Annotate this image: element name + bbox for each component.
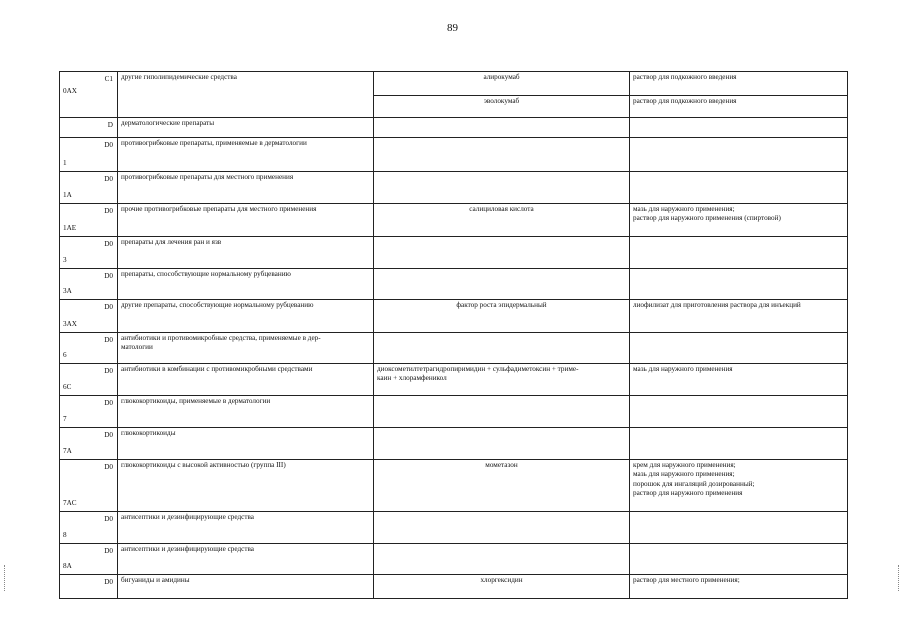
dosage-form bbox=[630, 396, 848, 428]
code-cell bbox=[60, 269, 118, 300]
drug-name bbox=[374, 512, 630, 544]
group-name: другие препараты, способствующие нормальному рубцеванию bbox=[118, 300, 374, 333]
code-cell bbox=[60, 172, 118, 204]
dosage-form bbox=[630, 172, 848, 204]
atc-code: 8 bbox=[63, 530, 67, 539]
group-name: противогрибковые препараты, применяемые в дерматологии bbox=[118, 138, 374, 172]
atc-code: 1 bbox=[63, 158, 67, 167]
table-row bbox=[60, 138, 848, 172]
drug-name: фактор роста эпидермальный bbox=[374, 300, 630, 333]
atc-code: 7AC bbox=[63, 498, 77, 507]
dosage-form bbox=[630, 237, 848, 269]
table-row bbox=[60, 575, 848, 599]
drug-name bbox=[374, 138, 630, 172]
edge-mark-left bbox=[4, 565, 7, 591]
group-name: глюкокортикоиды с высокой активностью (группа III) bbox=[118, 460, 374, 512]
level-label: D0 bbox=[104, 336, 113, 344]
drug-name bbox=[374, 428, 630, 460]
drug-name bbox=[374, 172, 630, 204]
drug-name bbox=[374, 333, 630, 364]
level-label: D0 bbox=[104, 272, 113, 280]
drug-table-body bbox=[60, 72, 848, 599]
drug-name bbox=[374, 269, 630, 300]
table-row bbox=[60, 396, 848, 428]
drug-name: диоксометилтетрагидропиримидин + сульфадиметоксин + триме- каин + хлорамфеникол bbox=[374, 364, 630, 396]
atc-code: 8A bbox=[63, 561, 72, 570]
atc-code: 6 bbox=[63, 350, 67, 359]
atc-code: 1A bbox=[63, 190, 72, 199]
atc-code: 7A bbox=[63, 446, 72, 455]
drug-name bbox=[374, 118, 630, 138]
atc-code: 1AE bbox=[63, 223, 77, 232]
atc-code: 6C bbox=[63, 382, 72, 391]
table-row bbox=[60, 300, 848, 333]
page-number: 89 bbox=[447, 22, 458, 34]
code-cell bbox=[60, 544, 118, 575]
group-name: антисептики и дезинфицирующие средства bbox=[118, 512, 374, 544]
level-label: D0 bbox=[104, 175, 113, 183]
dosage-form: раствор для подкожного введения bbox=[630, 96, 848, 118]
level-label: D0 bbox=[104, 240, 113, 248]
group-name: глюкокортикоиды, применяемые в дерматологии bbox=[118, 396, 374, 428]
dosage-form bbox=[630, 138, 848, 172]
group-name: антибиотики и противомикробные средства, применяемые в дер- матологии bbox=[118, 333, 374, 364]
level-label: C1 bbox=[104, 75, 113, 83]
drug-name bbox=[374, 237, 630, 269]
group-name: препараты для лечения ран и язв bbox=[118, 237, 374, 269]
atc-code: 0AX bbox=[63, 87, 77, 95]
drug-name: хлоргексидин bbox=[374, 575, 630, 599]
level-label: D0 bbox=[104, 515, 113, 523]
atc-code: 3AX bbox=[63, 319, 77, 328]
dosage-form: раствор для местного применения; bbox=[630, 575, 848, 599]
edge-mark-right bbox=[898, 565, 901, 591]
dosage-form: мазь для наружного применения bbox=[630, 364, 848, 396]
dosage-form bbox=[630, 428, 848, 460]
table-row bbox=[60, 269, 848, 300]
code-cell bbox=[60, 237, 118, 269]
level-label: D0 bbox=[104, 141, 113, 149]
table-row bbox=[60, 72, 848, 96]
code-cell bbox=[60, 300, 118, 333]
code-cell bbox=[60, 460, 118, 512]
table-row bbox=[60, 172, 848, 204]
level-label: D0 bbox=[104, 303, 113, 311]
level-label: D0 bbox=[104, 367, 113, 375]
dosage-form: раствор для подкожного введения bbox=[630, 72, 848, 96]
level-label: D bbox=[107, 121, 113, 129]
level-label: D0 bbox=[104, 207, 113, 215]
table-row bbox=[60, 118, 848, 138]
table-row bbox=[60, 204, 848, 237]
group-name: противогрибковые препараты для местного применения bbox=[118, 172, 374, 204]
atc-code: 7 bbox=[63, 414, 67, 423]
table-row bbox=[60, 364, 848, 396]
table-row bbox=[60, 544, 848, 575]
dosage-form: крем для наружного применения; мазь для наружного применения; порошок для ингаляций дозированный; раствор для наружного применения bbox=[630, 460, 848, 512]
group-name: антибиотики в комбинации с противомикробными средствами bbox=[118, 364, 374, 396]
dosage-form bbox=[630, 544, 848, 575]
atc-code: 3 bbox=[63, 255, 67, 264]
code-cell bbox=[60, 204, 118, 237]
group-name: другие гиполипидемические средства bbox=[118, 72, 374, 118]
dosage-form bbox=[630, 118, 848, 138]
drug-name bbox=[374, 544, 630, 575]
level-label: D0 bbox=[104, 463, 113, 471]
code-cell bbox=[60, 364, 118, 396]
group-name: дерматологические препараты bbox=[118, 118, 374, 138]
table-row bbox=[60, 428, 848, 460]
drug-name: эволокумаб bbox=[374, 96, 630, 118]
group-name: антисептики и дезинфицирующие средства bbox=[118, 544, 374, 575]
dosage-form bbox=[630, 333, 848, 364]
table-row bbox=[60, 333, 848, 364]
drug-table bbox=[59, 71, 848, 599]
code-cell bbox=[60, 118, 118, 138]
dosage-form: лиофилизат для приготовления раствора для инъекций bbox=[630, 300, 848, 333]
dosage-form bbox=[630, 269, 848, 300]
level-label: D0 bbox=[104, 547, 113, 555]
dosage-form bbox=[630, 512, 848, 544]
table-row bbox=[60, 512, 848, 544]
atc-code: 3A bbox=[63, 286, 72, 295]
drug-name: алирокумаб bbox=[374, 72, 630, 96]
group-name: глюкокортикоиды bbox=[118, 428, 374, 460]
group-name: препараты, способствующие нормальному рубцеванию bbox=[118, 269, 374, 300]
table-row bbox=[60, 237, 848, 269]
group-name: прочие противогрибковые препараты для местного применения bbox=[118, 204, 374, 237]
table-row bbox=[60, 460, 848, 512]
drug-name: салициловая кислота bbox=[374, 204, 630, 237]
level-label: D0 bbox=[104, 578, 113, 586]
group-name: бигуаниды и амидины bbox=[118, 575, 374, 599]
code-cell bbox=[60, 72, 118, 118]
code-cell bbox=[60, 575, 118, 599]
code-cell bbox=[60, 512, 118, 544]
level-label: D0 bbox=[104, 431, 113, 439]
drug-name: мометазон bbox=[374, 460, 630, 512]
dosage-form: мазь для наружного применения; раствор для наружного применения (спиртовой) bbox=[630, 204, 848, 237]
code-cell bbox=[60, 138, 118, 172]
level-label: D0 bbox=[104, 399, 113, 407]
code-cell bbox=[60, 396, 118, 428]
code-cell bbox=[60, 333, 118, 364]
code-cell bbox=[60, 428, 118, 460]
drug-name bbox=[374, 396, 630, 428]
